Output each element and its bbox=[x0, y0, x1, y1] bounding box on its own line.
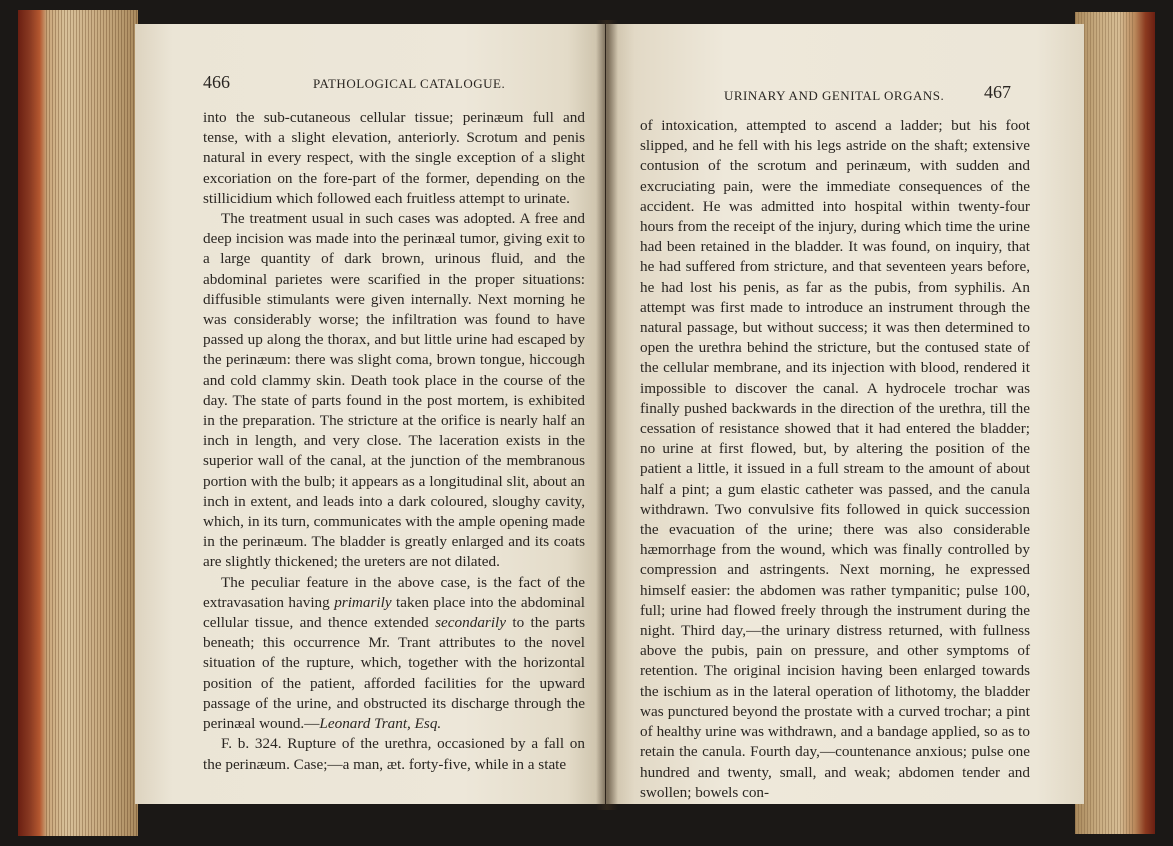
text-run: to the parts beneath; this occurrence Mr. Trant attributes to the novel situation of the rupture, which, together with the horizontal position of the patient, afforded facilities for the upward passage of the urine, and obstructed its discharge through the perinæal wound.— bbox=[203, 614, 585, 733]
page-number-right: 467 bbox=[984, 82, 1011, 102]
running-head-right: URINARY AND GENITAL ORGANS. bbox=[724, 88, 945, 103]
right-page bbox=[606, 24, 1084, 804]
left-page-text bbox=[203, 108, 585, 775]
paragraph: into the sub-cutaneous cellular tissue; perinæum full and tense, with a slight elevation, anteriorly. Scrotum and penis natural in every respect, with the single exception of a slight excoriation on the fore-part of the former, depending on the stillicidium which followed each fruitless attempt to urinate. bbox=[203, 109, 585, 207]
paragraph: of intoxication, attempted to ascend a ladder; but his foot slipped, and he fell with his legs astride on the shaft; extensive contusion of the scrotum and perinæum, with sudden and excruciating pain, were the immediate consequences of the accident. He was admitted into hospital within twenty-four hours from the receipt of the injury, during which time the urine had been retained in the bladder. It was found, on inquiry, that he had suffered from stricture, and that seventeen years before, he had lost his penis, as far as the pubis, from syphilis. An attempt was first made to introduce an instrument through the natural passage, but without success; it was then determined to open the urethra behind the stricture, but the contused state of the cellular membrane, and its injection with blood, rendered it impossible to discover the canal. A hydrocele trochar was finally pushed backwards in the direction of the urethra, till the cessation of resistance showed that it had entered the bladder; no urine at first flowed, but, by altering the position of the patient a little, it issued in a full stream to the amount of about half a pint; a gum elastic catheter was passed, and the canula withdrawn. Two convulsive fits followed in quick succession the evacuation of the urine; there was also considerable hæmorrhage from the wound, which was finally controlled by compression and astringents. Next morning, he expressed himself easier: the abdomen was rather tympanitic; pulse 100, full; urine had flowed freely through the instrument during the night. Third day,—the urinary distress returned, with fullness above the pubis, pain on pressure, and other symptoms of retention. The original incision having been enlarged towards the ischium as in the lateral operation of lithotomy, the bladder was punctured beyond the prostate with a curved trochar; a pint of healthy urine was withdrawn, and a bandage applied, so as to retain the canula. Fourth day,—countenance anxious; pulse one hundred and twenty, small, and weak; abdomen tender and swollen; bowels con- bbox=[640, 117, 1030, 801]
author-credit: Leonard Trant, Esq. bbox=[319, 715, 442, 733]
left-page bbox=[135, 24, 605, 804]
book-right-edge bbox=[1075, 12, 1155, 834]
book-gutter bbox=[596, 20, 618, 810]
text-run: taken place into the abdominal cellular tissue, and thence extended bbox=[203, 593, 586, 632]
book-left-edge bbox=[18, 10, 138, 836]
page-number-left: 466 bbox=[203, 72, 230, 92]
text-run: The peculiar feature in the above case, is the fact of the extravasation having bbox=[203, 573, 585, 611]
running-head-left: PATHOLOGICAL CATALOGUE. bbox=[313, 76, 506, 91]
italic-text: primarily bbox=[334, 593, 392, 611]
right-page-text bbox=[640, 116, 1030, 803]
paragraph bbox=[203, 573, 585, 735]
italic-text: secondarily bbox=[435, 614, 506, 632]
paragraph: The treatment usual in such cases was adopted. A free and deep incision was made into the perinæal tumor, giving exit to a large quantity of dark brown, urinous fluid, and the abdominal parietes were scarified in the proper situations: diffusible stimulants were given internally. Next morning he was considerably worse; the infiltration was found to have passed up along the thorax, and but little urine had escaped by the perinæum: there was slight coma, brown tongue, hiccough and cold clammy skin. Death took place in the course of the day. The state of parts found in the post mortem, is exhibited in the preparation. The stricture at the orifice is nearly half an inch in length, and very close. The laceration exists in the superior wall of the canal, at the junction of the membranous portion with the bulb; it appears as a longitudinal slit, about an inch in extent, and leads into a dark coloured, sloughy cavity, which, in its turn, communicates with the ample opening made in the perinæum. The bladder is greatly enlarged and its coats are slightly thickened; the ureters are not dilated. bbox=[203, 210, 585, 571]
paragraph: F. b. 324. Rupture of the urethra, occasioned by a fall on the perinæum. Case;—a man, æt. forty-five, while in a state bbox=[203, 735, 585, 773]
